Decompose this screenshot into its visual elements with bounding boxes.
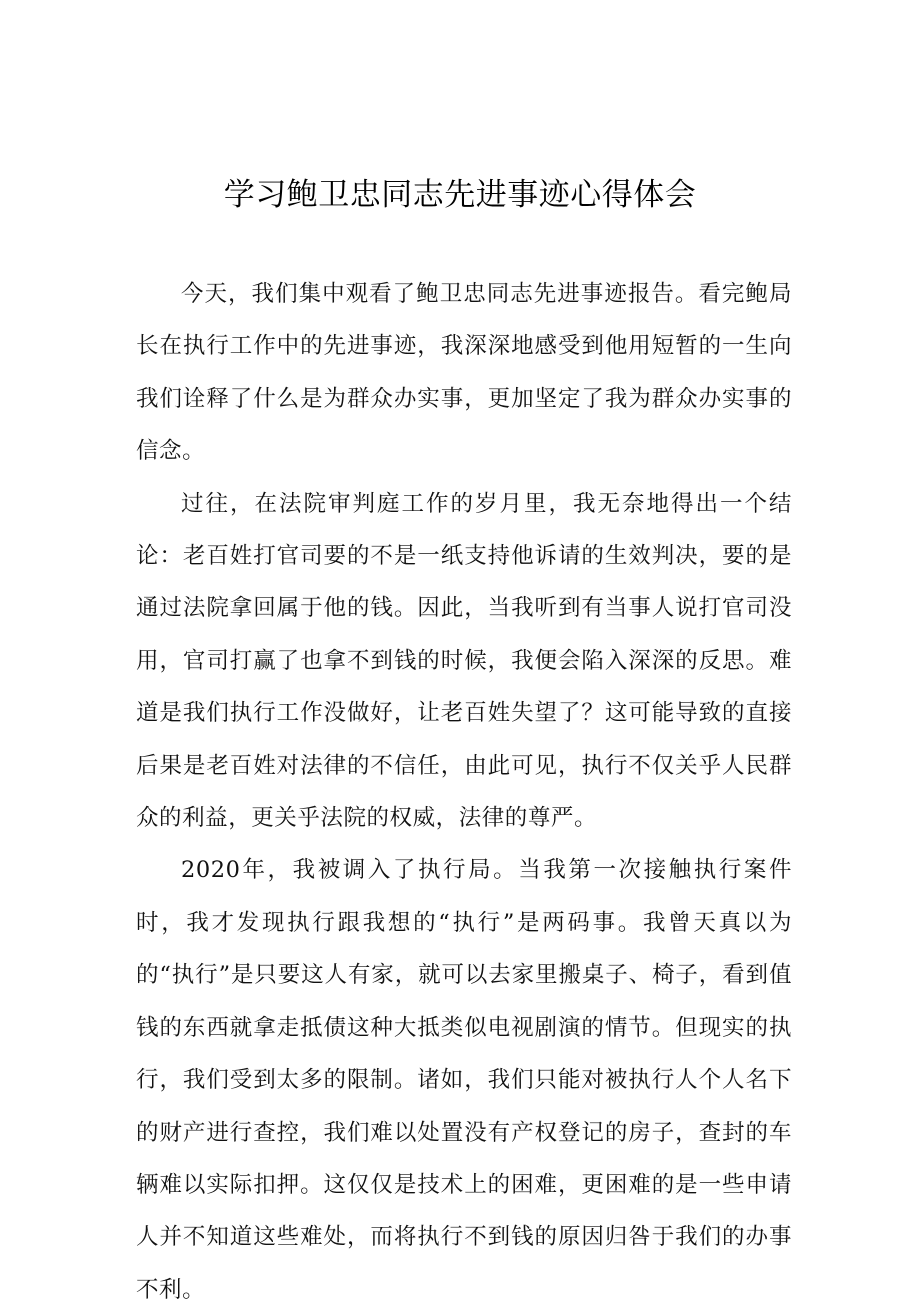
paragraph-2: 过往，在法院审判庭工作的岁月里，我无奈地得出一个结论：老百姓打官司要的不是一纸支持他诉请的生效判决，要的是通过法院拿回属于他的钱。因此，当我听到有当事人说打官司没用，官司打赢了也拿不到钱的时候，我便会陷入深深的反思。难道是我们执行工作没做好，让老百姓失望了？这可能导致的直接后果是老百姓对法律的不信任，由此可见，执行不仅关乎人民群众的利益，更关乎法院的权威，法律的尊严。	[136, 490, 792, 832]
document-title: 学习鲍卫忠同志先进事迹心得体会	[223, 177, 697, 213]
paragraph-3: 2020年，我被调入了执行局。当我第一次接触执行案件时，我才发现执行跟我想的“执行”是两码事。我曾天真以为的“执行”是只要这人有家，就可以去家里搬桌子、椅子，看到值钱的东西就拿走抵债这种大抵类似电视剧演的情节。但现实的执行，我们受到太多的限制。诸如，我们只能对被执行人个人名下的财产进行查控，我们难以处置没有产权登记的房子，查封的车辆难以实际扣押。这仅仅是技术上的困难，更困难的是一些申请人并不知道这些难处，而将执行不到钱的原因归咎于我们的办事不利。	[136, 857, 792, 1303]
document-body	[136, 268, 792, 1316]
paragraph-1: 今天，我们集中观看了鲍卫忠同志先进事迹报告。看完鲍局长在执行工作中的先进事迹，我深深地感受到他用短暂的一生向我们诠释了什么是为群众办实事，更加坚定了我为群众办实事的信念。	[136, 281, 792, 465]
